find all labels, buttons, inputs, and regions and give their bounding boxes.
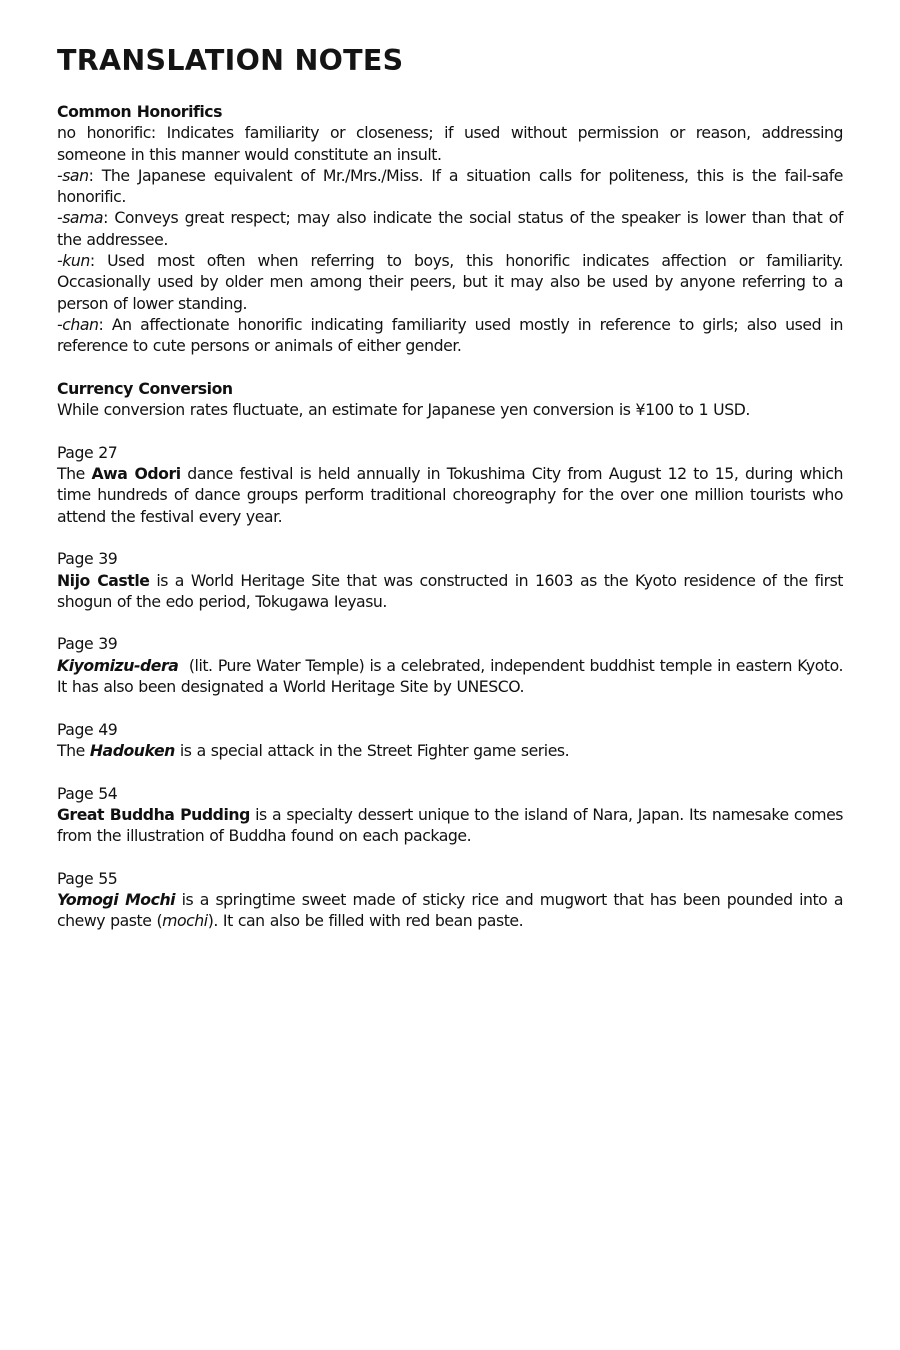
note-term-secondary: mochi — [162, 911, 208, 931]
honorific-term: -san — [57, 165, 89, 185]
section-spacer — [57, 761, 843, 782]
honorific-chan — [57, 314, 843, 357]
page-title: TRANSLATION NOTES — [57, 44, 404, 77]
honorific-definition: : An affectionate honorific indicating familiarity used mostly in reference to girls; also used in reference to cute persons or animals of either gender. — [57, 314, 843, 356]
note-term: Hadouken — [89, 740, 175, 760]
honorific-definition: : Conveys great respect; may also indicate the social status of the speaker is lower than that of the addressee. — [57, 208, 843, 249]
note-term: Kiyomizu-dera — [57, 655, 179, 675]
note-great-buddha-pudding — [57, 783, 843, 847]
honorific-term: -chan — [57, 314, 99, 334]
note-term: Awa Odori — [91, 464, 181, 484]
note-term: Nijo Castle — [57, 570, 150, 590]
honorific-term: -sama — [57, 208, 104, 228]
note-text — [57, 655, 849, 698]
section-spacer — [57, 612, 843, 633]
note-awa-odori — [57, 442, 843, 527]
note-definition: (lit. Pure Water Temple) is a celebrated, independent buddhist temple in eastern Kyoto. It has also been designated a World Heritage Site by UNESCO. — [57, 655, 849, 697]
currency-heading: Currency Conversion — [57, 378, 233, 398]
note-page-ref: Page 54 — [57, 783, 118, 803]
note-definition: is a special attack in the Street Fighter game series. — [174, 740, 570, 760]
honorific-definition: : Used most often when referring to boys, this honorific indicates affection or familiarity. Occasionally used by older men among their peers, but it may also be used by anyone referring to a person of lower standing. — [57, 251, 843, 313]
section-spacer — [57, 846, 843, 867]
honorific-san — [57, 165, 843, 208]
section-spacer — [57, 527, 843, 548]
note-definition: is a specialty dessert unique to the island of Nara, Japan. Its namesake comes from the illustration of Buddha found on each package. — [57, 804, 843, 846]
section-spacer — [57, 357, 843, 378]
note-definition-end: ). It can also be filled with red bean paste. — [207, 911, 524, 931]
honorific-term: -kun — [57, 251, 90, 271]
honorific-kun — [57, 250, 843, 314]
note-page-ref: Page 49 — [57, 719, 118, 739]
notes-body — [57, 101, 849, 932]
translation-notes-page — [57, 42, 849, 932]
note-term: Great Buddha Pudding — [57, 804, 250, 824]
note-page-ref: Page 39 — [57, 549, 118, 569]
note-text — [57, 804, 843, 847]
note-yomogi-mochi — [57, 868, 843, 932]
note-text — [57, 740, 843, 761]
note-definition: is a World Heritage Site that was constructed in 1603 as the Kyoto residence of the first shogun of the edo period, Tokugawa Ieyasu. — [57, 570, 844, 611]
note-page-ref: Page 27 — [57, 442, 118, 462]
honorific-none: no honorific: Indicates familiarity or closeness; if used without permission or reason, addressing someone in this manner would constitute an insult. — [57, 123, 843, 164]
note-term: Yomogi Mochi — [57, 889, 176, 909]
section-spacer — [57, 697, 843, 718]
honorific-sama — [57, 207, 843, 250]
note-text — [57, 463, 843, 527]
note-prefix: The — [57, 464, 92, 484]
note-text — [57, 570, 843, 613]
honorifics-heading: Common Honorifics — [57, 102, 223, 121]
currency-text: While conversion rates fluctuate, an estimate for Japanese yen conversion is ¥100 to 1 USD. — [57, 400, 750, 420]
section-spacer — [57, 420, 843, 441]
note-kiyomizu-dera — [57, 633, 849, 697]
note-page-ref: Page 55 — [57, 868, 118, 888]
honorific-definition: : The Japanese equivalent of Mr./Mrs./Miss. If a situation calls for politeness, this is the fail-safe honorific. — [57, 165, 843, 207]
note-page-ref: Page 39 — [57, 634, 118, 654]
note-nijo-castle — [57, 548, 843, 612]
note-text — [57, 889, 843, 932]
note-hadouken — [57, 719, 843, 762]
note-prefix: The — [57, 740, 90, 760]
note-definition: is a springtime sweet made of sticky rice and mugwort that has been pounded into a chewy paste ( — [57, 889, 844, 931]
note-definition: dance festival is held annually in Tokushima City from August 12 to 15, during which time hundreds of dance groups perform traditional choreography for the over one million tourists who attend the festival every year. — [57, 464, 843, 526]
